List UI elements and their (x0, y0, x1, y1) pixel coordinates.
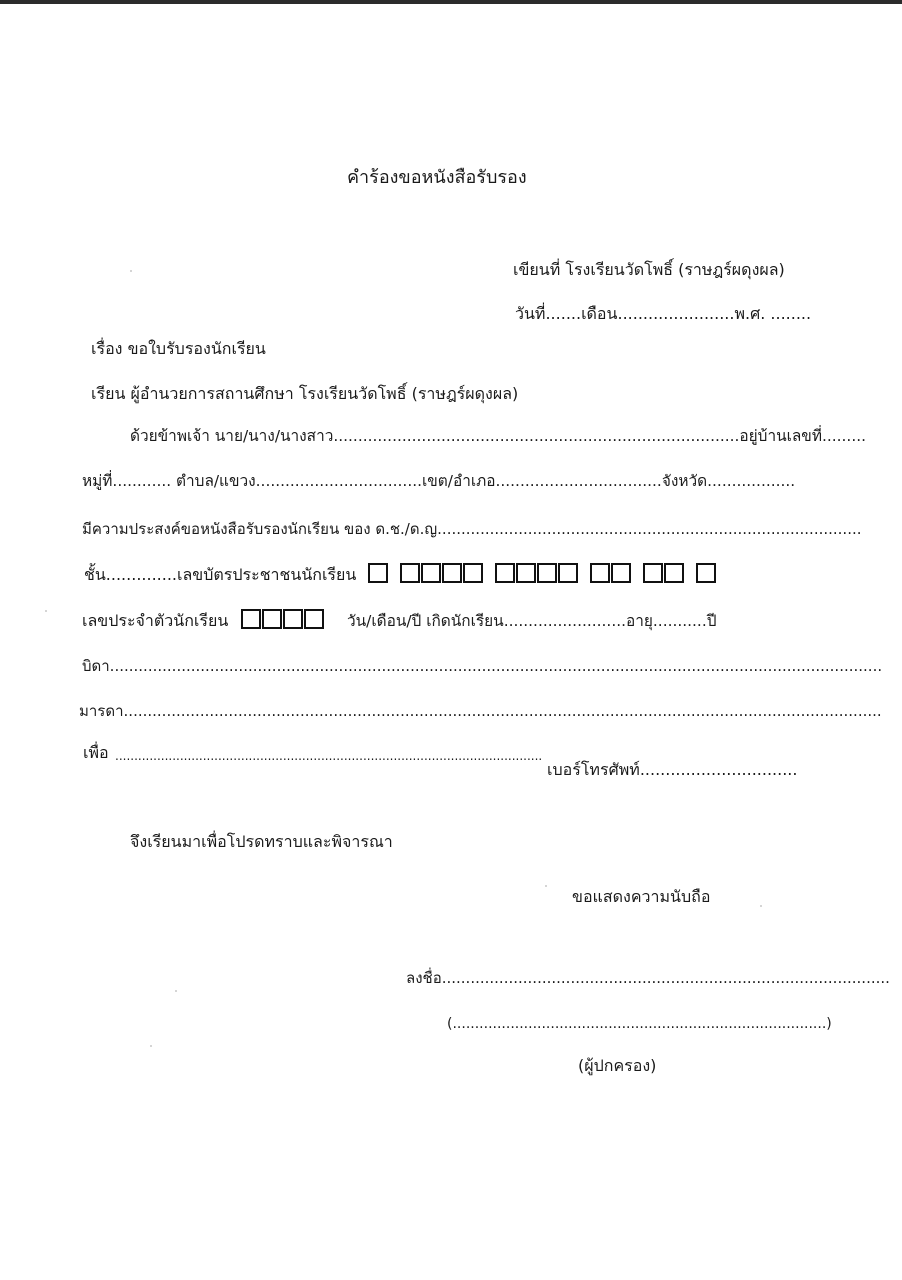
id-digit-box[interactable] (463, 563, 483, 583)
signature-line: ลงชื่อ.............................................................................................. (406, 969, 890, 987)
id-digit-box[interactable] (368, 563, 388, 583)
id-digit-box[interactable] (664, 563, 684, 583)
scan-speck (130, 270, 132, 272)
father-line: บิดา.................................................................................................................................................................. (82, 657, 883, 675)
closing-request: จึงเรียนมาเพื่อโปรดทราบและพิจารณา (130, 832, 393, 851)
citizen-id-boxes (368, 563, 717, 583)
id-digit-box[interactable] (400, 563, 420, 583)
mother-line: มารดา............................................................................................................................................................... (79, 702, 882, 720)
id-digit-box[interactable] (442, 563, 462, 583)
date-line: วันที่.......เดือน.......................พ.ศ. ........ (515, 304, 812, 323)
scan-speck (175, 990, 177, 992)
student-digit-box[interactable] (262, 609, 282, 629)
student-digit-box[interactable] (304, 609, 324, 629)
phone-line: เบอร์โทรศัพท์............................... (547, 760, 798, 779)
grade-id-label: ชั้น..............เลขบัตรประชาชนนักเรียน (84, 565, 357, 584)
id-digit-box[interactable] (643, 563, 663, 583)
signer-role: (ผู้ปกครอง) (578, 1056, 657, 1075)
scan-speck (760, 905, 762, 907)
purpose-for-label: เพื่อ (83, 743, 109, 762)
scan-speck (150, 1045, 152, 1047)
scan-speck (45, 610, 47, 612)
address-line: หมู่ที่............ ตำบล/แขวง..................................เขต/อำเภอ..................................จังหวัด.................. (82, 472, 796, 490)
student-number-boxes (241, 609, 325, 629)
form-title: คำร้องขอหนังสือรับรอง (347, 167, 527, 188)
id-digit-box[interactable] (537, 563, 557, 583)
id-digit-box[interactable] (696, 563, 716, 583)
id-digit-box[interactable] (590, 563, 610, 583)
student-digit-box[interactable] (241, 609, 261, 629)
purpose-line: มีความประสงค์ขอหนังสือรับรองนักเรียน ของ ด.ช./ด.ญ......................................................................................... (82, 520, 862, 538)
id-digit-box[interactable] (611, 563, 631, 583)
subject-line: เรื่อง ขอใบรับรองนักเรียน (91, 339, 266, 358)
id-digit-box[interactable] (516, 563, 536, 583)
id-digit-box[interactable] (421, 563, 441, 583)
written-at: เขียนที่ โรงเรียนวัดโพธิ์ (ราษฎร์ผดุงผล) (513, 260, 785, 279)
applicant-name-line: ด้วยข้าพเจ้า นาย/นาง/นางสาว...................................................................................อยู่บ้านเลขที่......... (130, 427, 867, 445)
purpose-for-dots: ................................................................................................................ (115, 749, 543, 763)
addressee-line: เรียน ผู้อำนวยการสถานศึกษา โรงเรียนวัดโพธิ์ (ราษฎร์ผดุงผล) (91, 384, 519, 403)
student-digit-box[interactable] (283, 609, 303, 629)
birth-age-line: วัน/เดือน/ปี เกิดนักเรียน.........................อายุ...........ปี (347, 612, 717, 630)
student-number-label: เลขประจำตัวนักเรียน (82, 611, 229, 630)
name-bracket-line: (....................................................................................) (447, 1016, 832, 1032)
scan-speck (545, 885, 547, 887)
regards: ขอแสดงความนับถือ (572, 887, 711, 906)
scan-top-edge (0, 0, 902, 4)
id-digit-box[interactable] (558, 563, 578, 583)
id-digit-box[interactable] (495, 563, 515, 583)
